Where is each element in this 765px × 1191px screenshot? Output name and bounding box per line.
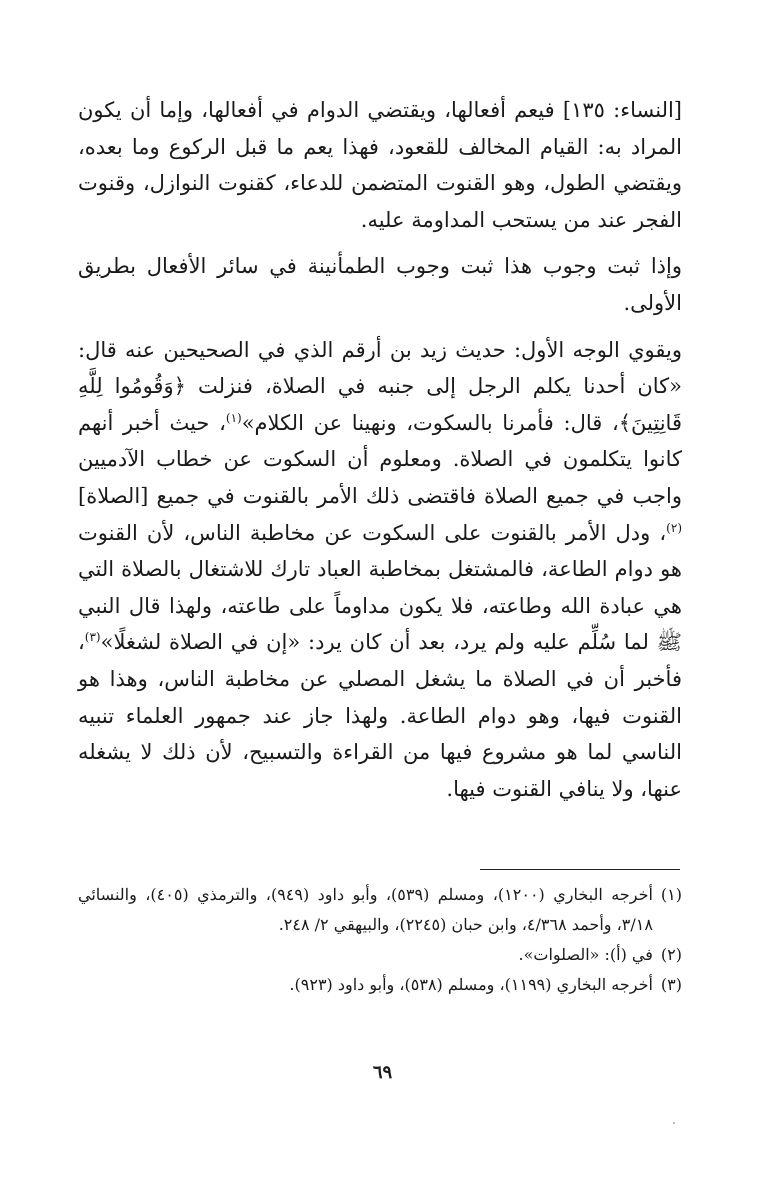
footnote-divider	[480, 869, 680, 870]
footnote-2	[78, 940, 682, 970]
footnote-number: (١)	[660, 885, 682, 904]
paragraph-1: [النساء: ١٣٥] فيعم أفعالها، ويقتضي الدوام في أفعالها، وإما أن يكون المراد به: القيام المخالف للقعود، فهذا يعم ما قبل الركوع وما بعده، ويقتضي الطول، وهو القنوت المتضمن للدعاء، كقنوت النوازل، وقنوت الفجر عند من يستحب المداومة عليه.	[78, 98, 682, 232]
footnote-1	[78, 880, 682, 940]
footnotes	[78, 880, 682, 1000]
footnote-ref-2: (٢)	[666, 520, 682, 535]
footnote-number: (٣)	[660, 975, 682, 994]
footnote-text: في (أ): «الصلوات».	[518, 945, 653, 964]
paragraph-3-part-a: ويقوي الوجه الأول: حديث زيد بن أرقم الذي في الصحيحين عنه قال: «كان أحدنا يكلم الرجل إلى جنبه في الصلاة، فنزلت ﴿وَقُومُوا لِلَّهِ قَانِتِينَ﴾، قال: فأمرنا بالسكوت، ونهينا عن الكلام»	[78, 337, 682, 435]
footnote-ref-3: (٣)	[84, 630, 101, 645]
scan-speck	[673, 1122, 675, 1124]
footnote-3	[78, 970, 682, 1000]
footnote-ref-1: (١)	[225, 410, 242, 425]
footnote-number: (٢)	[660, 945, 682, 964]
page-number: ٦٩	[372, 1062, 393, 1083]
paragraph-3-part-d: ، فأخبر أن في الصلاة ما يشغل المصلي عن مخاطبة الناس، وهذا هو القنوت فيها، وهو دوام الطاعة. ولهذا جاز عند جمهور العلماء تنبيه الناسي لما هو مشروع فيها من القراءة والتسبيح، لأن ذلك لا يشغله عنها، ولا ينافي القنوت فيها.	[78, 630, 682, 801]
footnote-text: أخرجه البخاري (١١٩٩)، ومسلم (٥٣٨)، وأبو داود (٩٢٣).	[289, 975, 653, 994]
paragraph-2: وإذا ثبت وجوب هذا ثبت وجوب الطمأنينة في سائر الأفعال بطريق الأولى.	[78, 254, 682, 315]
main-text	[78, 92, 682, 807]
paragraph-3-part-c: ، ودل الأمر بالقنوت على السكوت عن مخاطبة الناس، لأن القنوت هو دوام الطاعة، فالمشتغل بمخاطبة العباد تارك للاشتغال بالصلاة التي هي عبادة الله وطاعته، فلا يكون مداوماً على طاعته، ولهذا قال النبي ﷺ لما سُلِّم عليه ولم يرد، بعد أن كان يرد: «إن في الصلاة لشغلًا»	[78, 520, 682, 655]
paragraph-3	[78, 332, 682, 808]
paragraph-3-part-b: ، حيث أخبر أنهم كانوا يتكلمون في الصلاة. ومعلوم أن السكوت عن خطاب الآدميين واجب في جميع الصلاة فاقتضى ذلك الأمر بالقنوت في جميع [الصلاة]	[78, 410, 682, 508]
footnote-text: أخرجه البخاري (١٢٠٠)، ومسلم (٥٣٩)، وأبو داود (٩٤٩)، والترمذي (٤٠٥)، والنسائي ٣/١٨، وأحمد ٤/٣٦٨، وابن حبان (٢٢٤٥)، والبيهقي ٢/ ٢٤٨.	[78, 885, 653, 934]
